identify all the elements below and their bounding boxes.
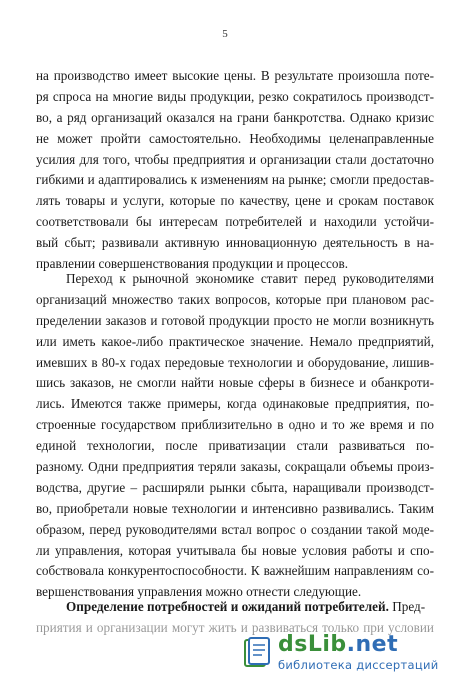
watermark-brand — [278, 632, 398, 657]
text-line: разному. Одни предприятия теряли заказы, сокращали объемы произ- — [36, 459, 434, 475]
text-line: Переход к рыночной экономике ставит перед руководителями — [66, 271, 434, 286]
text-line: организаций множество таких вопросов, которые при плановом рас- — [36, 291, 434, 307]
text-line: гибкими и адаптировались к изменениям на рынке; смогли предостав- — [36, 172, 434, 188]
text-line: правлении совершенствования продукции и процессов. — [36, 256, 349, 272]
watermark-subtitle: библиотека диссертаций — [278, 658, 439, 672]
text-line: ря спроса на многие виды продукции, резко сократилось производст- — [36, 88, 434, 104]
text-line: на производство имеет высокие цены. В результате произошла поте- — [36, 68, 434, 83]
text-line: водства, другие – расширяли рынки сбыта, наращивали производст- — [36, 479, 434, 495]
text-line: вый сбыт; развивали активную инновационную деятельность в на- — [36, 235, 434, 251]
text-line: приятия и организации могут жить и развиваться только при условии — [36, 619, 434, 635]
text-line: во, приобретали новые технологии и интенсивно развивались. Таким — [36, 500, 434, 516]
text-line: лять товары и услуги, которые по качеству, цене и срокам поставок — [36, 193, 434, 209]
text-line: соответствовали бы интересам потребителей и находили устойчи- — [36, 214, 434, 230]
text-line: вершенствования управления можно отнести следующие. — [36, 584, 362, 600]
text-line: ли управления, которая учитывала бы новые условия работы и спо- — [36, 542, 434, 558]
text-line: лись. Имеются также примеры, когда одинаковые предприятия, по- — [36, 396, 434, 412]
text-line: образом, перед руководителями встал вопрос о создании такой моде- — [36, 521, 434, 537]
text-line: усилия для того, чтобы предприятия и организации стали достаточно — [36, 151, 434, 167]
paragraph-2 — [36, 269, 434, 603]
brand-main: dsLib — [278, 632, 347, 657]
text-line: единой технологии, после приватизации стали развиваться по- — [36, 438, 434, 454]
section-heading: Определение потребностей и ожиданий потребителей. — [66, 599, 389, 614]
text-line: пределении заказов и готовой продукции просто не могли возникнуть — [36, 312, 434, 328]
paragraph-1 — [36, 66, 434, 275]
text-line: не может пройти самостоятельно. Необходимы целенаправленные — [36, 130, 434, 146]
text-line: строенные государством приблизительно в одно и то же время и по — [36, 417, 434, 433]
text-line: шись заказов, не смогли найти новые сферы в бизнесе и обанкроти- — [36, 375, 434, 391]
text-line: во, а ряд организаций оказался на грани банкротства. Однако кризис — [36, 109, 434, 125]
text-line: собствовала конкурентоспособности. К важнейшим направлениям со- — [36, 563, 434, 579]
text-line: имевших в 80-х годах передовые технологии и оборудование, лишив- — [36, 354, 434, 370]
brand-tld: .net — [346, 632, 399, 657]
book-logo-icon — [242, 636, 272, 670]
text-line — [36, 597, 434, 618]
dslib-watermark — [242, 632, 442, 674]
page-number: 5 — [222, 28, 228, 40]
heading-tail: Пред- — [388, 599, 426, 614]
text-line: или иметь какое-либо практическое значение. Немало предприятий, — [36, 333, 434, 349]
